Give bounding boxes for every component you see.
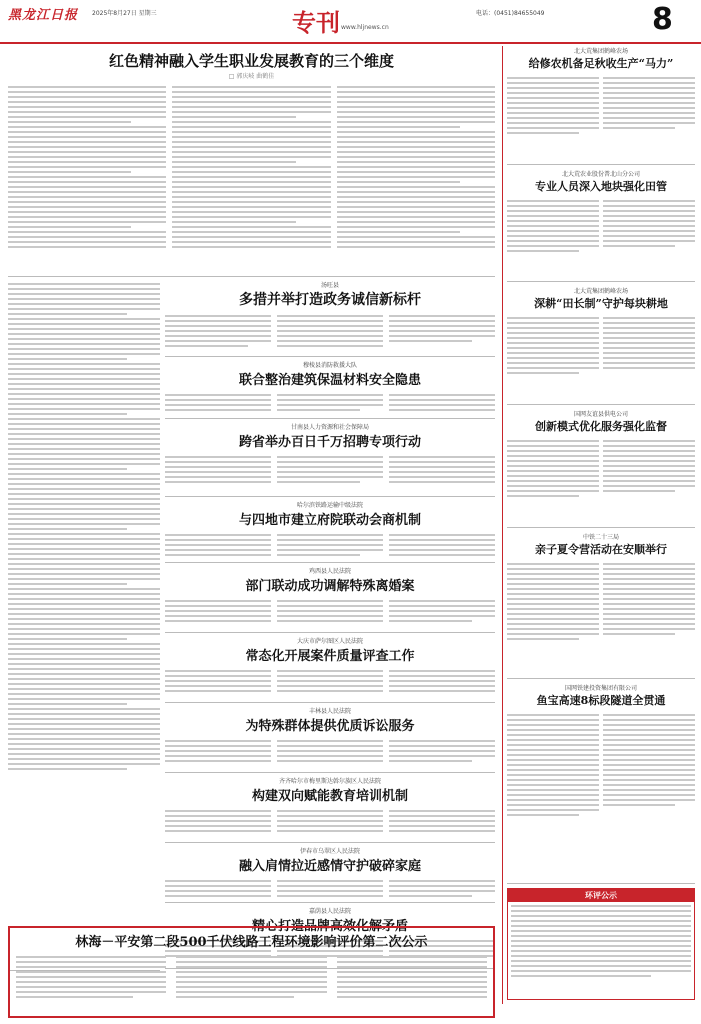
page-number: 8 [652,2,673,37]
article-kicker: 伊春市乌翠区人民法院 [299,848,360,855]
article-kicker: 国网铁建投资集团有限公司 [564,685,637,692]
article-title: 鱼宝高速8标段隧道全贯通 [536,694,666,707]
article-kicker: 丰林县人民法院 [308,708,351,715]
article-jixi-divorce [165,566,495,633]
article-daqing-review [165,636,495,703]
article-title: 为特殊群体提供优质诉讼服务 [245,719,415,734]
article-tangwang [165,280,495,357]
article-tunnel [507,683,695,884]
article-title: 跨省举办百日千万招聘专项行动 [238,435,421,450]
article-field-management [507,169,695,282]
article-kicker: 大庆市萨尔图区人民法院 [296,638,363,645]
article-kicker: 北大荒集团鹤峰农场 [573,48,628,55]
article-qiqihar-training [165,776,495,843]
article-title: 常态化开展案件质量评查工作 [245,649,415,664]
article-field-chief [507,286,695,405]
article-summer-camp [507,532,695,679]
phone-number: 电话：(0451)84655049 [476,10,545,17]
article-title: 精心打造品牌高效化解矛盾 [251,919,408,934]
left-column [8,46,495,1004]
notice-box [507,888,695,1000]
masthead [0,0,701,44]
article-kicker: 国网友谊县供电公司 [573,411,628,418]
section-title: 专刊 [292,8,340,37]
article-title: 给修农机备足秋收生产“马力” [528,57,674,70]
article-byline: □ 郭庆岐 曲鹤佳 [228,73,275,80]
article-title: 专业人员深入地块强化田管 [535,180,667,193]
environmental-notice-ad [8,926,495,1018]
article-title: 创新模式优化服务强化监督 [535,420,667,433]
article-power-service [507,409,695,528]
article-title: 融入肩情拉近感情守护破碎家庭 [238,859,421,874]
article-fenglin-service [165,706,495,773]
article-title: 联合整治建筑保温材料安全隐患 [238,373,421,388]
article-red-spirit [8,46,495,277]
right-column [502,46,695,1004]
issue-date: 2025年8月27日 星期三 [92,10,157,17]
article-kicker: 汤旺县 [320,282,339,289]
newspaper-name: 黑龙江日报 [8,8,79,23]
article-kicker: 北大荒农业股份普北山分公司 [561,171,640,178]
site-url[interactable]: www.hljnews.cn [341,24,389,31]
article-kicker: 齐齐哈尔市梅里斯达斡尔族区人民法院 [278,778,381,785]
article-gannan-jobs [165,422,495,497]
article-kicker: 甘南县人力资源和社会保障局 [290,424,369,431]
article-kicker: 嘉荫县人民法院 [308,908,351,915]
article-kicker: 中铁二十三局 [582,534,619,541]
notice-title: 环评公示 [508,889,694,902]
article-kicker: 穆棱县消防救援大队 [302,362,357,369]
article-title: 亲子夏令营活动在安顺举行 [535,543,667,556]
article-body [8,83,495,251]
article-kicker: 北大荒集团鹤峰农场 [573,288,628,295]
article-title: 与四地市建立府院联动会商机制 [238,513,421,528]
article-kicker: 鸡西县人民法院 [308,568,351,575]
ad-title: 林海－平安第二段500千伏线路工程环境影响评价第二次公示 [75,935,428,950]
left-narrow-column [8,280,160,971]
article-yichun-family [165,846,495,903]
article-jiangchuan-machinery [507,46,695,165]
article-harbin-court [165,500,495,563]
article-title: 部门联动成功调解特殊离婚案 [245,579,415,594]
article-title: 多措并举打造政务诚信新标杆 [239,292,421,308]
article-kicker: 哈尔滨铁路运输中级法院 [296,502,363,509]
article-title: 构建双向赋能教育培训机制 [251,789,408,804]
article-title: 红色精神融入学生职业发展教育的三个维度 [108,52,394,70]
article-muling-fire [165,360,495,419]
article-title: 深耕“田长制”守护每块耕地 [534,297,668,310]
